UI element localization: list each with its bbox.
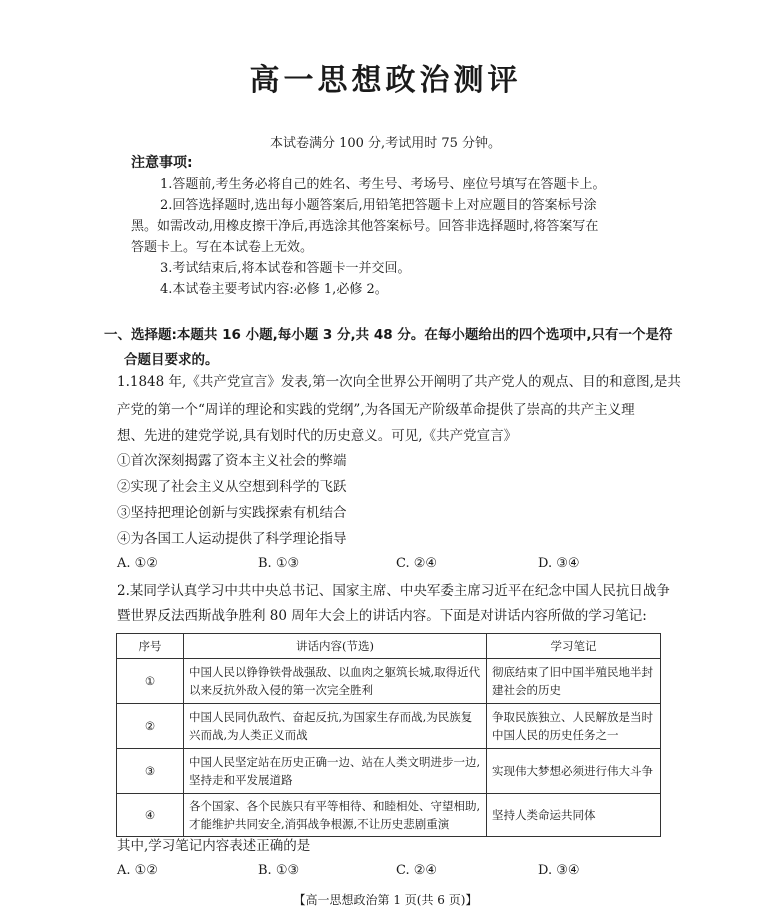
row-speech-content: 中国人民坚定站在历史正确一边、站在人类文明进步一边,坚持走和平发展道路 [184, 749, 487, 794]
row-speech-content: 中国人民同仇敌忾、奋起反抗,为国家生存而战,为民族复兴而战,为人类正义而战 [184, 704, 487, 749]
row-study-note: 彻底结束了旧中国半殖民地半封建社会的历史 [487, 659, 661, 704]
row-speech-content: 中国人民以铮铮铁骨战强敌、以血肉之躯筑长城,取得近代以来反抗外敌入侵的第一次完全胜利 [184, 659, 487, 704]
q2-option-b: B. ①③ [258, 863, 300, 878]
q1-option-d: D. ③④ [538, 556, 580, 571]
exam-info: 本试卷满分 100 分,考试用时 75 分钟。 [269, 136, 502, 151]
header-study-notes: 学习笔记 [487, 634, 661, 659]
header-speech-content: 讲话内容(节选) [184, 634, 487, 659]
q1-stem-line-3: 想、先进的建党学说,具有划时代的历史意义。可见,《共产党宣言》 [117, 428, 518, 444]
section-heading-line-2: 合题目要求的。 [124, 352, 219, 368]
exam-title: 高一思想政治测评 [249, 63, 522, 98]
row-study-note: 实现伟大梦想必须进行伟大斗争 [487, 749, 661, 794]
row-number: ① [117, 659, 184, 704]
q1-option-a: A. ①② [117, 556, 158, 571]
notice-heading: 注意事项: [131, 155, 193, 171]
q1-statement-1: ①首次深刻揭露了资本主义社会的弊端 [117, 453, 347, 469]
q2-option-d: D. ③④ [538, 863, 580, 878]
table-row [117, 704, 661, 749]
row-study-note: 争取民族独立、人民解放是当时中国人民的历史任务之一 [487, 704, 661, 749]
notice-line-2: 2.回答选择题时,选出每小题答案后,用铅笔把答题卡上对应题目的答案标号涂 [160, 198, 597, 213]
q2-option-c: C. ②④ [396, 863, 438, 878]
q1-statement-4: ④为各国工人运动提供了科学理论指导 [117, 531, 347, 547]
notice-line-5: 3.考试结束后,将本试卷和答题卡一并交回。 [160, 261, 411, 276]
q1-statement-3: ③坚持把理论创新与实践探索有机结合 [117, 505, 347, 521]
notice-line-1: 1.答题前,考生务必将自己的姓名、考生号、考场号、座位号填写在答题卡上。 [160, 177, 606, 192]
notice-line-3: 黑。如需改动,用橡皮擦干净后,再选涂其他答案标号。回答非选择题时,将答案写在 [131, 219, 599, 234]
q2-stem-line-1: 2.某同学认真学习中共中央总书记、国家主席、中央军委主席习近平在纪念中国人民抗日战争 [117, 583, 670, 599]
q1-stem-line-1: 1.1848 年,《共产党宣言》发表,第一次向全世界公开阐明了共产党人的观点、目的和意图,是共 [117, 374, 681, 390]
row-number: ④ [117, 794, 184, 837]
table-row [117, 794, 661, 837]
row-number: ③ [117, 749, 184, 794]
q2-stem-line-2: 暨世界反法西斯战争胜利 80 周年大会上的讲话内容。下面是对讲话内容所做的学习笔记: [117, 608, 647, 624]
q1-option-b: B. ①③ [258, 556, 300, 571]
q1-option-c: C. ②④ [396, 556, 438, 571]
study-notes-table [116, 633, 661, 837]
q1-statement-2: ②实现了社会主义从空想到科学的飞跃 [117, 479, 347, 495]
q2-conclusion: 其中,学习笔记内容表述正确的是 [117, 838, 311, 854]
q2-option-a: A. ①② [117, 863, 158, 878]
notice-line-6: 4.本试卷主要考试内容:必修 1,必修 2。 [160, 282, 388, 297]
section-heading-line-1: 一、选择题:本题共 16 小题,每小题 3 分,共 48 分。在每小题给出的四个选项中,只有一个是符 [104, 327, 673, 343]
table-row [117, 749, 661, 794]
row-speech-content: 各个国家、各个民族只有平等相待、和睦相处、守望相助,才能维护共同安全,消弭战争根源,不让历史悲剧重演 [184, 794, 487, 837]
row-number: ② [117, 704, 184, 749]
q1-stem-line-2: 产党的第一个“周详的理论和实践的党纲”,为各国无产阶级革命提供了崇高的共产主义理 [117, 402, 635, 418]
row-study-note: 坚持人类命运共同体 [487, 794, 661, 837]
table-header-row [117, 634, 661, 659]
page-footer: 【高一思想政治第 1 页(共 6 页)】 [293, 893, 478, 907]
notice-line-4: 答题卡上。写在本试卷上无效。 [131, 240, 314, 255]
header-number: 序号 [117, 634, 184, 659]
table-row [117, 659, 661, 704]
